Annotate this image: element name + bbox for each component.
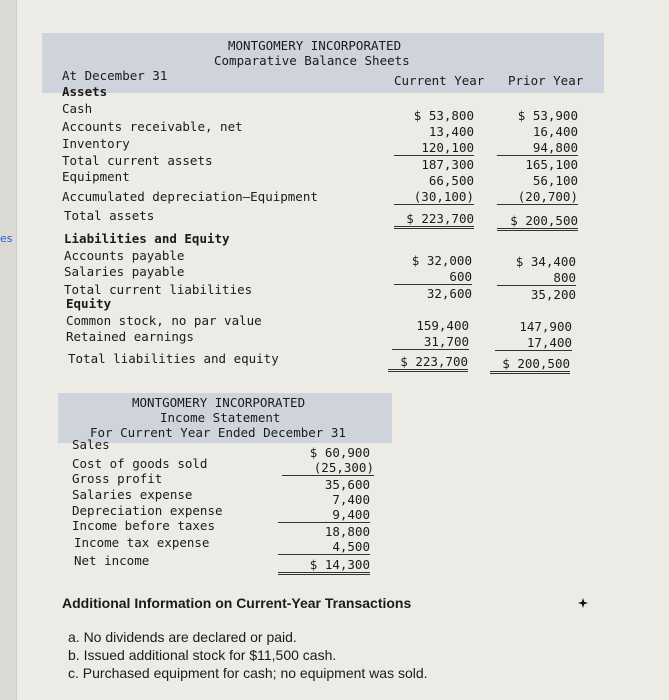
row-label-total-liabilities-equity: Total liabilities and equity [68, 351, 279, 366]
is-label-sales: Sales [72, 437, 110, 452]
is-period: For Current Year Ended December 31 [90, 425, 346, 440]
additional-item-c: c. Purchased equipment for cash; no equipment was sold. [68, 665, 428, 681]
row-label-inventory: Inventory [62, 136, 130, 151]
ap-current: $ 32,000 [411, 253, 472, 268]
row-label-accounts-payable: Accounts payable [64, 248, 185, 263]
row-label-total-current-assets: Total current assets [62, 153, 213, 168]
left-page-edge [0, 0, 17, 700]
accdep-current: (30,100) [394, 189, 474, 205]
is-label-salaries-expense: Salaries expense [72, 487, 193, 502]
bs-date-label: At December 31 [62, 68, 168, 83]
inventory-prior: 94,800 [497, 140, 578, 156]
ap-prior: $ 34,400 [515, 254, 576, 269]
row-label-common-stock: Common stock, no par value [66, 313, 262, 328]
row-label-total-assets: Total assets [64, 208, 155, 223]
bs-company-name: MONTGOMERY INCORPORATED [228, 38, 402, 53]
row-label-cash: Cash [62, 101, 93, 116]
total-assets-prior: $ 200,500 [497, 213, 578, 231]
row-label-ar: Accounts receivable, net [62, 119, 243, 134]
tcl-prior: 35,200 [530, 287, 576, 302]
tca-prior: 165,100 [525, 157, 578, 172]
is-depreciation-value: 9,400 [278, 507, 370, 523]
row-label-accumulated-depreciation: Accumulated depreciation—Equipment [62, 189, 318, 204]
inventory-current: 120,100 [394, 140, 474, 156]
mouse-cursor-icon [578, 598, 588, 608]
equipment-prior: 56,100 [532, 173, 578, 188]
liabilities-equity-heading: Liabilities and Equity [64, 231, 230, 246]
edge-fragment-text: es [0, 232, 13, 245]
row-label-equipment: Equipment [62, 169, 130, 184]
is-cogs-value: (25,300) [282, 460, 374, 476]
tca-current: 187,300 [421, 157, 474, 172]
retained-prior: 17,400 [495, 335, 572, 351]
row-label-retained-earnings: Retained earnings [66, 329, 194, 344]
salaries-prior: 800 [497, 270, 576, 286]
equipment-current: 66,500 [428, 173, 474, 188]
is-net-income-value: $ 14,300 [278, 557, 370, 575]
common-current: 159,400 [416, 318, 469, 333]
is-label-gross-profit: Gross profit [72, 471, 163, 486]
assets-heading: Assets [62, 84, 108, 99]
salaries-current: 600 [394, 269, 472, 285]
is-tax-value: 4,500 [278, 539, 370, 555]
retained-current: 31,700 [392, 334, 469, 350]
tle-current: $ 223,700 [388, 354, 468, 372]
is-salaries-value: 7,400 [332, 492, 370, 507]
row-label-total-current-liabilities: Total current liabilities [64, 282, 253, 297]
is-ibt-value: 18,800 [324, 524, 370, 539]
ar-prior: 16,400 [532, 124, 578, 139]
tle-prior: $ 200,500 [490, 356, 570, 374]
total-assets-current: $ 223,700 [394, 211, 474, 229]
additional-item-b: b. Issued additional stock for $11,500 cash. [68, 647, 337, 663]
is-sales-value: $ 60,900 [309, 445, 370, 460]
row-label-salaries-payable: Salaries payable [64, 264, 185, 279]
common-prior: 147,900 [519, 319, 572, 334]
is-label-cogs: Cost of goods sold [72, 456, 208, 471]
bs-col-current: Current Year [394, 73, 485, 88]
additional-item-a: a. No dividends are declared or paid. [68, 629, 297, 645]
is-title: Income Statement [160, 410, 281, 425]
cash-current: $ 53,800 [413, 108, 474, 123]
equity-heading: Equity [66, 296, 112, 311]
is-label-depreciation-expense: Depreciation expense [72, 503, 223, 518]
accdep-prior: (20,700) [497, 189, 578, 205]
is-gross-value: 35,600 [324, 477, 370, 492]
bs-title: Comparative Balance Sheets [214, 53, 410, 68]
is-company-name: MONTGOMERY INCORPORATED [132, 395, 306, 410]
ar-current: 13,400 [428, 124, 474, 139]
is-label-income-tax-expense: Income tax expense [74, 535, 210, 550]
is-label-income-before-taxes: Income before taxes [72, 518, 215, 533]
tcl-current: 32,600 [426, 286, 472, 301]
is-label-net-income: Net income [74, 553, 150, 568]
cash-prior: $ 53,900 [517, 108, 578, 123]
bs-col-prior: Prior Year [508, 73, 584, 88]
additional-info-heading: Additional Information on Current-Year Transactions [62, 595, 412, 611]
